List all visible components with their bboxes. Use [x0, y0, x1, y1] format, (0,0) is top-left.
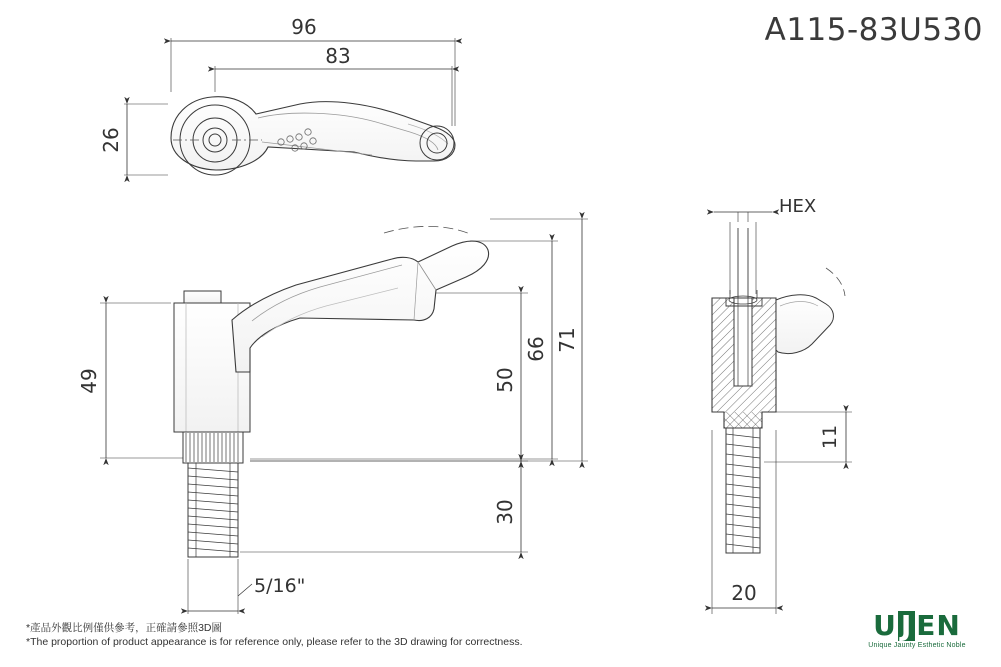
footnote-chinese: *產品外觀比例僅供參考，正確請參照3D圖	[26, 622, 223, 634]
front-view-geometry	[174, 226, 489, 557]
logo-j: J	[898, 611, 915, 641]
logo-tagline: Unique Jaunty Esthetic Noble	[868, 642, 966, 649]
dimension-thread-size	[188, 559, 252, 614]
logo-wordmark	[851, 611, 983, 641]
footnote-english: *The proportion of product appearance is for reference only, please refer to the 3D drawing for correctness.	[26, 636, 523, 648]
dimension-hex	[714, 212, 772, 294]
dimension-label-20: 20	[731, 581, 757, 605]
dimension-label-49: 49	[77, 368, 101, 394]
logo-en: EN	[916, 609, 961, 642]
dimension-label-hex: HEX	[779, 196, 817, 217]
dimension-label-66: 66	[524, 336, 548, 362]
dimension-label-thread-size: 5/16"	[254, 575, 306, 597]
logo-u: U	[873, 609, 897, 642]
part-number-label: A115-83U530	[764, 12, 983, 48]
dimension-26	[124, 104, 168, 175]
dimension-label-11: 11	[819, 424, 841, 450]
dimension-label-50: 50	[493, 367, 517, 393]
section-view-geometry	[712, 228, 845, 553]
dimension-label-83: 83	[325, 44, 351, 68]
company-logo	[851, 611, 983, 655]
dimension-30	[240, 461, 528, 552]
top-view-geometry	[171, 97, 455, 175]
dimension-label-26: 26	[99, 127, 123, 153]
dimension-label-96: 96	[291, 15, 317, 39]
dimension-label-30: 30	[493, 499, 517, 525]
dimension-49	[100, 303, 183, 458]
dimension-label-71: 71	[555, 327, 579, 353]
